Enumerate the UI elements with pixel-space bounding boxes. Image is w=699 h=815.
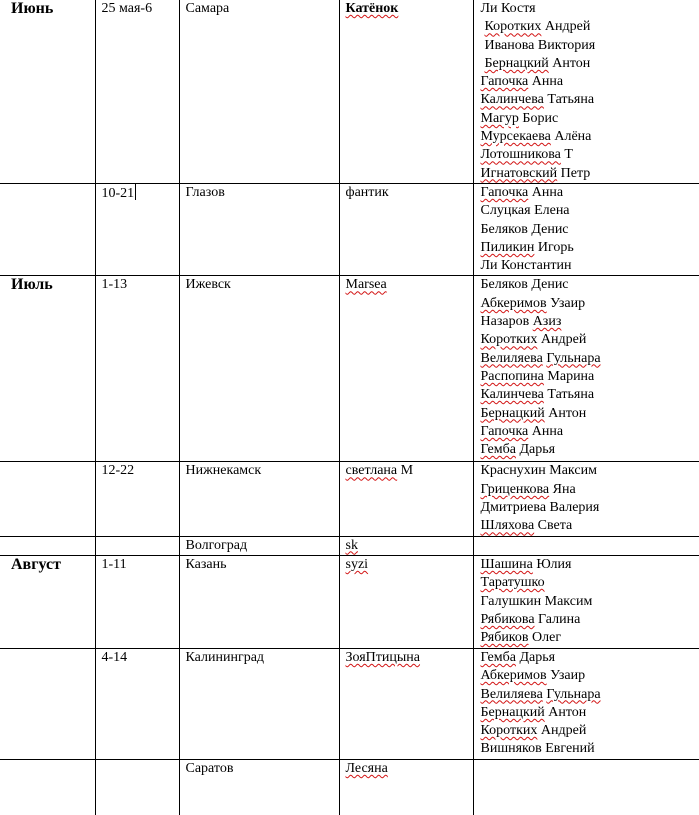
participant-name: Пиликин Игорь [481,239,699,257]
dates-text: 10-21 [102,186,135,201]
table-row [0,462,699,536]
participant-name: Ли Константин [481,257,699,275]
month-label: Июнь [11,0,53,17]
table-row [0,183,699,275]
participant-name: Калинчева Татьяна [481,91,699,109]
participant-name: Магур Борис [481,110,699,128]
participant-name: Шашина Юлия [481,556,699,574]
text-cursor [135,184,136,200]
city-name: Нижнекамск [186,463,262,478]
participant-name: Абкеримов Узаир [481,295,699,313]
month-label: Август [11,556,61,573]
participant-name: Дмитриева Валерия [481,499,699,517]
city-name: Самара [186,1,230,16]
participant-name: Гемба Дарья [481,649,699,667]
month-cell [0,536,95,555]
table-row [0,759,699,815]
rink-nick-cell [339,183,473,275]
participant-name: Велиляева Гульнара [481,686,699,704]
city-cell [179,555,339,648]
month-cell [0,276,95,462]
rink-nick: syzi [346,557,369,572]
participants-cell [473,536,699,555]
dates-cell [95,648,179,759]
rink-nick-cell [339,555,473,648]
participants-cell [473,759,699,815]
participant-name: Шляхова Света [481,517,699,535]
participant-name: Распопина Марина [481,368,699,386]
rink-nick-cell [339,648,473,759]
participant-name: Назаров Азиз [481,313,699,331]
dates-text: 4-14 [102,650,128,665]
participants-cell [473,0,699,183]
participant-name: Гапочка Анна [481,73,699,91]
rink-nick-cell [339,0,473,183]
participant-name: Гапочка Анна [481,184,699,202]
dates-cell [95,555,179,648]
rink-nick: Катёнок [346,1,399,16]
city-name: Ижевск [186,277,231,292]
dates-text: 12-22 [102,463,135,478]
table-row [0,0,699,183]
participants-cell [473,183,699,275]
participant-name: Рябикова Галина [481,611,699,629]
dates-text: 25 мая-6 [102,1,153,16]
month-cell [0,759,95,815]
dates-cell [95,759,179,815]
month-cell [0,648,95,759]
city-name: Саратов [186,761,234,776]
participant-name: Вишняков Евгений [481,740,699,758]
rink-nick-cell [339,462,473,536]
participant-name: Мурсекаева Алёна [481,128,699,146]
city-cell [179,648,339,759]
table-row [0,648,699,759]
dates-cell [95,276,179,462]
rink-nick: Лесяна [346,761,388,776]
city-cell [179,276,339,462]
participant-name: Абкеримов Узаир [481,667,699,685]
participant-name: Коротких Андрей [481,331,699,349]
participant-name: Рябиков Олег [481,629,699,647]
rink-nick: ЗояПтицына [346,650,421,665]
rink-nick: светлана М [346,463,414,478]
dates-text: 1-11 [102,557,127,572]
month-cell [0,555,95,648]
dates-cell [95,462,179,536]
month-cell [0,462,95,536]
participant-name: Гапочка Анна [481,423,699,441]
city-cell [179,183,339,275]
month-cell [0,183,95,275]
city-cell [179,462,339,536]
table-row [0,555,699,648]
dates-cell [95,0,179,183]
participant-name: Калинчева Татьяна [481,386,699,404]
participant-name: Краснухин Максим [481,462,699,480]
dates-cell [95,536,179,555]
participant-name: Беляков Денис [481,276,699,294]
rink-nick: Marsea [346,277,387,292]
city-name: Волгоград [186,538,248,553]
month-cell [0,0,95,183]
table-row [0,536,699,555]
rink-nick: фантик [346,185,389,200]
participants-cell [473,648,699,759]
participant-name: Иванова Виктория [481,37,699,55]
participant-name: Слуцкая Елена [481,202,699,220]
participants-cell [473,462,699,536]
city-cell [179,0,339,183]
participants-cell [473,276,699,462]
participant-name: Бернацкий Антон [481,704,699,722]
participant-name: Ли Костя [481,0,699,18]
dates-cell [95,183,179,275]
participant-name: Бернацкий Антон [481,55,699,73]
city-name: Калининград [186,650,265,665]
participant-name: Бернацкий Антон [481,405,699,423]
rink-nick-cell [339,276,473,462]
dates-text: 1-13 [102,277,128,292]
city-cell [179,536,339,555]
participant-name: Гриценкова Яна [481,481,699,499]
participant-name: Коротких Андрей [481,722,699,740]
participant-name: Коротких Андрей [481,18,699,36]
city-cell [179,759,339,815]
city-name: Глазов [186,185,225,200]
rink-nick-cell [339,759,473,815]
participant-name: Игнатовский Петр [481,165,699,183]
participant-name: Гемба Дарья [481,441,699,459]
participants-cell [473,555,699,648]
participant-name: Велиляева Гульнара [481,350,699,368]
table-row [0,276,699,462]
participant-name: Беляков Денис [481,221,699,239]
participant-name: Лотошникова Т [481,146,699,164]
city-name: Казань [186,557,227,572]
participant-name: Таратушко [481,574,699,592]
participant-name: Галушкин Максим [481,593,699,611]
rink-nick-cell [339,536,473,555]
rink-nick: sk [346,538,358,553]
month-label: Июль [11,276,53,293]
